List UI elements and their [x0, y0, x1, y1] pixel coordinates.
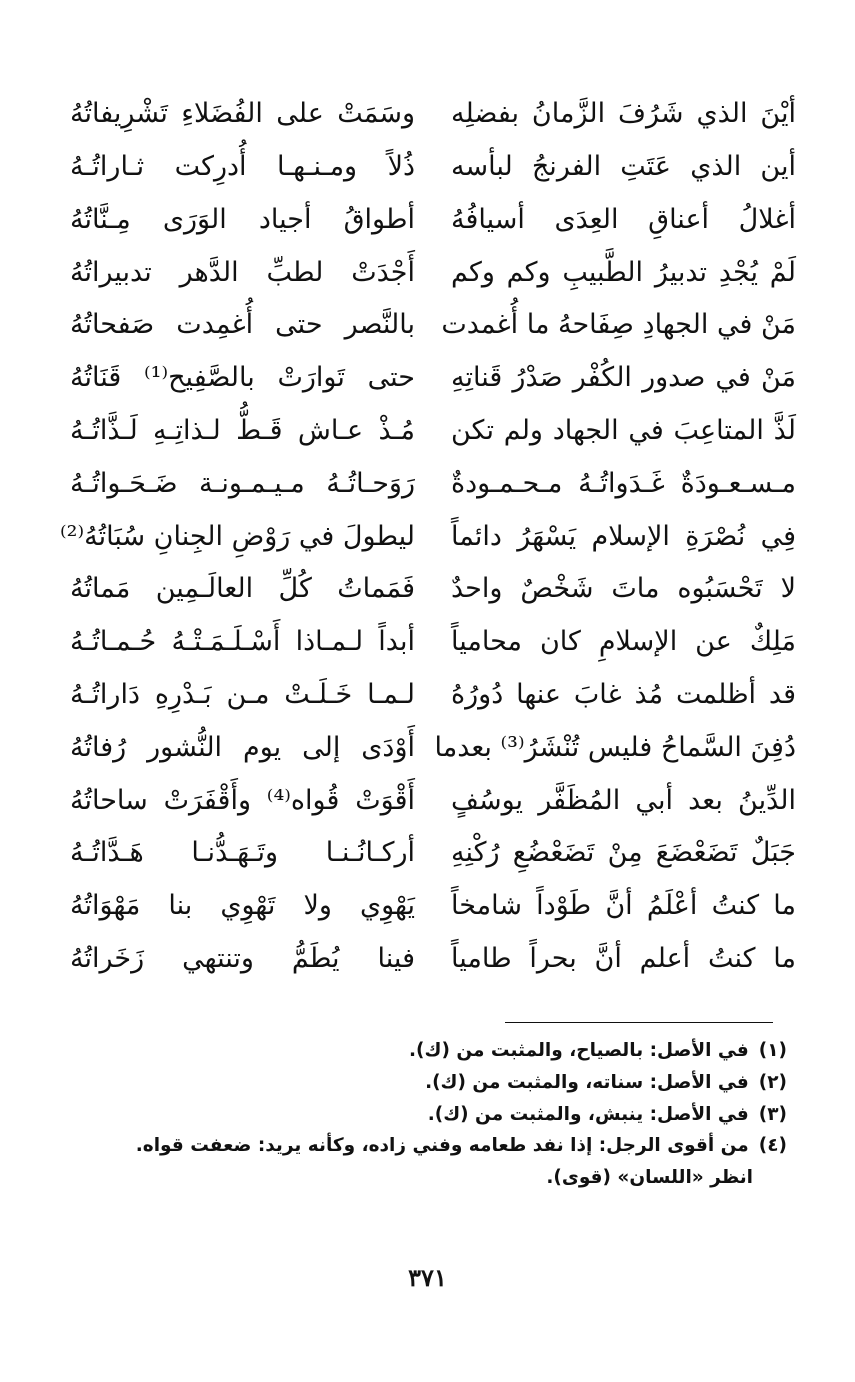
footnote	[75, 1067, 787, 1099]
verse-line	[60, 827, 800, 880]
second-hemistich: حتى تَوارَتْ بالصَّفِيح⁽¹⁾ قَنَاتُهُ	[70, 362, 415, 394]
footnote-number: (١)	[758, 1040, 787, 1061]
first-hemistich: مـسـعـودَةٌ غَـدَواتُـهُ مـحـمـودةٌ	[451, 467, 796, 499]
footnote-text: في الأصل: سناته، والمثبت من (ك).	[425, 1071, 749, 1093]
second-hemistich: أطواقُ أجياد الوَرَى مِـنَّاتُهُ	[70, 203, 415, 235]
first-hemistich: لَذَّ المتاعِبَ في الجهاد ولم تكن	[451, 414, 796, 446]
poem	[60, 88, 800, 986]
verse-line	[60, 194, 800, 247]
first-hemistich: مَنْ في صدور الكُفْر صَدْرُ قَناتِهِ	[451, 362, 796, 394]
second-hemistich: مُـذْ عـاش قَـطُّ لـذاتِـهِ لَـذَّاتُـهُ	[70, 414, 415, 446]
first-hemistich: لا تَحْسَبُوه ماتَ شَخْصٌ واحدٌ	[451, 573, 796, 605]
verse-line	[60, 246, 800, 299]
footnote-separator	[505, 1022, 773, 1023]
verse-line	[60, 669, 800, 722]
verse-line	[60, 722, 800, 775]
footnote-text: في الأصل: ينبش، والمثبت من (ك).	[427, 1103, 749, 1125]
first-hemistich: ما كنتُ أعْلَمُ أنَّ طَوْداً شامخاً	[451, 890, 796, 922]
second-hemistich: ذُلاً ومـنـهـا أُدرِكت ثـاراتُـهُ	[70, 151, 415, 182]
footnote-text: من أقوى الرجل: إذا نفد طعامه وفني زاده، وكأنه يريد: ضعفت قواه.	[135, 1135, 749, 1157]
second-hemistich: أَوْدَى إلى يوم النُّشور رُفاتُهُ	[70, 731, 415, 763]
footnote	[75, 1099, 787, 1131]
first-hemistich: أغلالُ أعناقِ العِدَى أسيافُهُ	[451, 203, 796, 235]
footnote-number: (٢)	[758, 1071, 787, 1093]
second-hemistich: أَجْدَتْ لطبِّ الدَّهر تدبيراتُهُ	[70, 256, 415, 288]
first-hemistich: جَبَلٌ تَضَعْضَعَ مِنْ تَضَعْضُعِ رُكْنِهِ	[451, 837, 796, 869]
first-hemistich: لَمْ يُجْدِ تدبيرُ الطَّبيبِ وكم وكم	[451, 256, 796, 288]
second-hemistich: فينا يُطَمُّ وتنتهي زَخَراتُهُ	[70, 942, 415, 974]
first-hemistich: مَنْ في الجهادِ صِفَاحهُ ما أُغمدت	[441, 309, 796, 341]
second-hemistich: أركـانُـنـا وتَـهَـدُّنـا هَـدَّاتُـهُ	[70, 837, 415, 869]
second-hemistich: ليطولَ في رَوْضِ الجِنانِ سُبَاتُهُ⁽²⁾	[60, 520, 415, 552]
footnotes	[75, 1035, 787, 1194]
first-hemistich: أين الذي عَتَتِ الفرنجُ لبأسه	[451, 151, 796, 182]
second-hemistich: أَقْوَتْ قُواه⁽⁴⁾ وأَقْفَرَتْ ساحاتُهُ	[70, 784, 415, 816]
first-hemistich: دُفِنَ السَّماحُ فليس تُنْشَرُ⁽³⁾ بعدما	[434, 731, 796, 763]
second-hemistich: رَوَحـاتُـهُ مـيـمـونـة ضَـحَـواتُـهُ	[70, 467, 415, 499]
verse-line	[60, 774, 800, 827]
first-hemistich: قد أظلمت مُذ غابَ عنها دُورُهُ	[451, 678, 796, 710]
footnote-number: (٣)	[758, 1103, 787, 1125]
verse-line	[60, 141, 800, 194]
second-hemistich: وسَمَتْ على الفُضَلاءِ تَشْرِيفاتُهُ	[70, 98, 415, 130]
footnote-number: (٤)	[758, 1135, 787, 1157]
footnote-continuation: انظر «اللسان» (قوى).	[546, 1167, 753, 1189]
verse-line	[60, 299, 800, 352]
second-hemistich: لـمـا خَـلَـتْ مـن بَـدْرِهِ دَاراتُـهُ	[70, 678, 415, 710]
verse-line	[60, 933, 800, 986]
page-number: ٣٧١	[408, 1263, 447, 1292]
footnote	[75, 1035, 787, 1067]
second-hemistich: فَمَماتُ كُلِّ العالَـمِين مَماتُهُ	[70, 573, 415, 605]
first-hemistich: الدِّينُ بعد أبي المُظَفَّر يوسُفٍ	[451, 784, 796, 816]
verse-line	[60, 880, 800, 933]
first-hemistich: أيْنَ الذي شَرُفَ الزَّمانُ بفضلِه	[451, 98, 796, 130]
first-hemistich: ما كنتُ أعلم أنَّ بحراً طامياً	[451, 942, 796, 974]
verse-line	[60, 88, 800, 141]
verse-line	[60, 352, 800, 405]
verse-line	[60, 616, 800, 669]
second-hemistich: يَهْوِي ولا تَهْوِي بنا مَهْوَاتُهُ	[70, 890, 415, 922]
first-hemistich: فِي نُصْرَةِ الإسلام يَسْهَرُ دائماً	[451, 520, 796, 552]
second-hemistich: بالنَّصر حتى أُغمِدت صَفحاتُهُ	[70, 309, 415, 341]
verse-line	[60, 510, 800, 563]
first-hemistich: مَلِكٌ عن الإسلامِ كان محامياً	[451, 626, 796, 658]
verse-line	[60, 563, 800, 616]
footnote	[75, 1130, 787, 1194]
second-hemistich: أبداً لـمـاذا أَسْـلَـمَـتْـهُ حُـمـاتُـهُ	[70, 626, 415, 658]
verse-line	[60, 458, 800, 511]
verse-line	[60, 405, 800, 458]
footnote-text: في الأصل: بالصياح، والمثبت من (ك).	[409, 1040, 749, 1061]
